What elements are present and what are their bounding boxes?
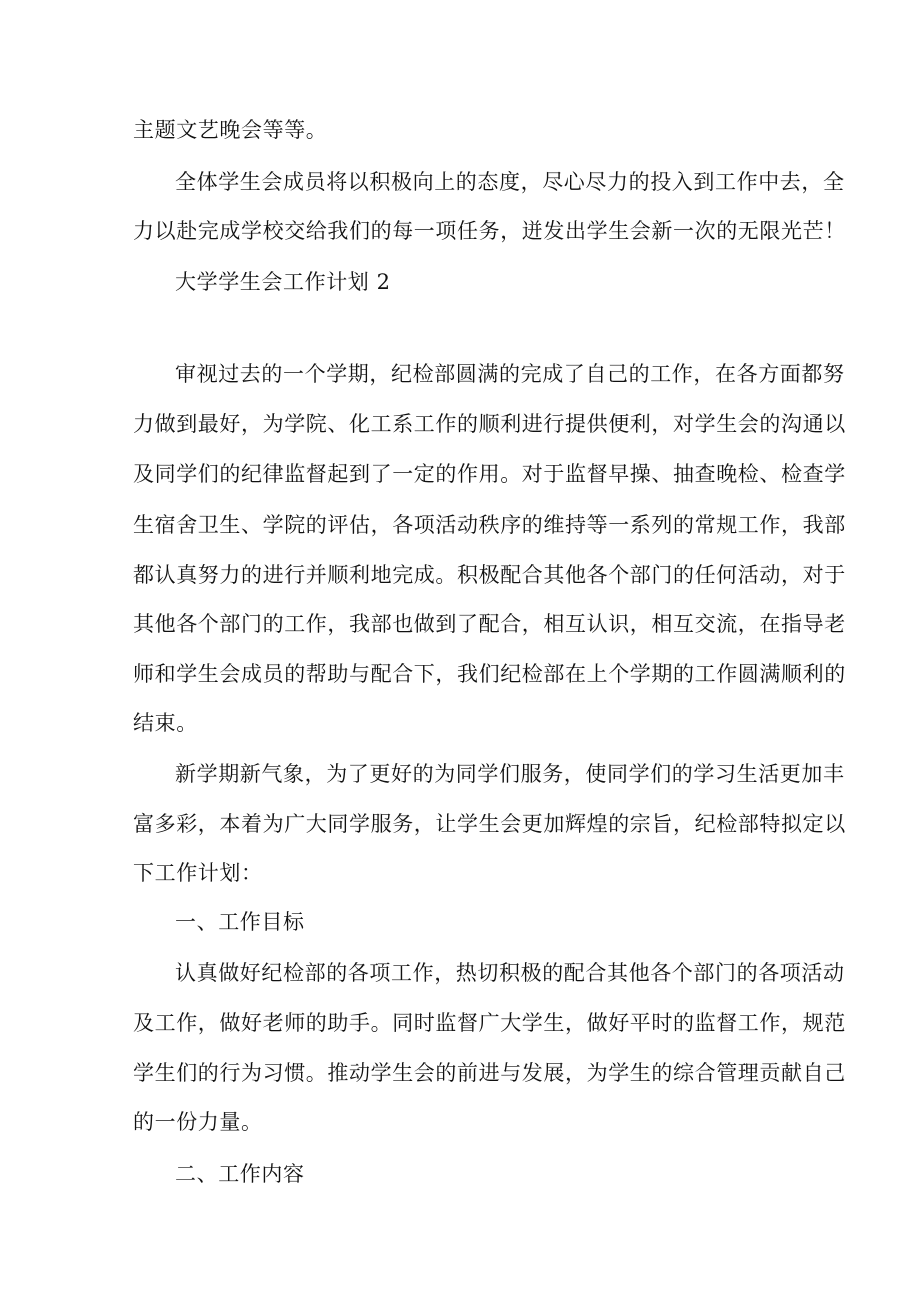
paragraph-line: 其他各个部门的工作，我部也做到了配合，相互认识，相互交流，在指导老 bbox=[133, 612, 846, 636]
paragraph-line: 生宿舍卫生、学院的评估，各项活动秩序的维持等一系列的常规工作，我部 bbox=[133, 513, 846, 537]
paragraph-line: 新学期新气象，为了更好的为同学们服务，使同学们的学习生活更加丰 bbox=[175, 762, 845, 786]
paragraph-line: 全体学生会成员将以积极向上的态度，尽心尽力的投入到工作中去，全 bbox=[175, 170, 845, 194]
paragraph-line: 及同学们的纪律监督起到了一定的作用。对于监督早操、抽查晚检、检查学 bbox=[133, 462, 846, 486]
paragraph-line: 学生们的行为习惯。推动学生会的前进与发展，为学生的综合管理贡献自己 bbox=[133, 1061, 846, 1085]
paragraph-line: 力以赴完成学校交给我们的每一项任务，迸发出学生会新一次的无限光芒！ bbox=[133, 219, 846, 243]
paragraph-line: 主题文艺晚会等等。 bbox=[133, 118, 328, 142]
paragraph-line: 的一份力量。 bbox=[133, 1110, 263, 1134]
paragraph-line: 师和学生会成员的帮助与配合下，我们纪检部在上个学期的工作圆满顺利的 bbox=[133, 662, 846, 686]
paragraph-line: 下工作计划： bbox=[133, 861, 263, 885]
paragraph-line: 都认真努力的进行并顺利地完成。积极配合其他各个部门的任何活动，对于 bbox=[133, 563, 846, 587]
paragraph-line: 及工作，做好老师的助手。同时监督广大学生，做好平时的监督工作，规范 bbox=[133, 1011, 846, 1035]
paragraph-line: 审视过去的一个学期，纪检部圆满的完成了自己的工作，在各方面都努 bbox=[175, 362, 845, 386]
section-heading: 一、工作目标 bbox=[175, 910, 305, 934]
paragraph-line: 力做到最好，为学院、化工系工作的顺利进行提供便利，对学生会的沟通以 bbox=[133, 412, 846, 436]
section-heading: 大学学生会工作计划 2 bbox=[175, 270, 391, 294]
paragraph-line: 结束。 bbox=[133, 711, 198, 735]
paragraph-line: 富多彩，本着为广大同学服务，让学生会更加辉煌的宗旨，纪检部特拟定以 bbox=[133, 812, 846, 836]
section-heading: 二、工作内容 bbox=[175, 1162, 305, 1186]
paragraph-line: 认真做好纪检部的各项工作，热切积极的配合其他各个部门的各项活动 bbox=[175, 961, 845, 985]
